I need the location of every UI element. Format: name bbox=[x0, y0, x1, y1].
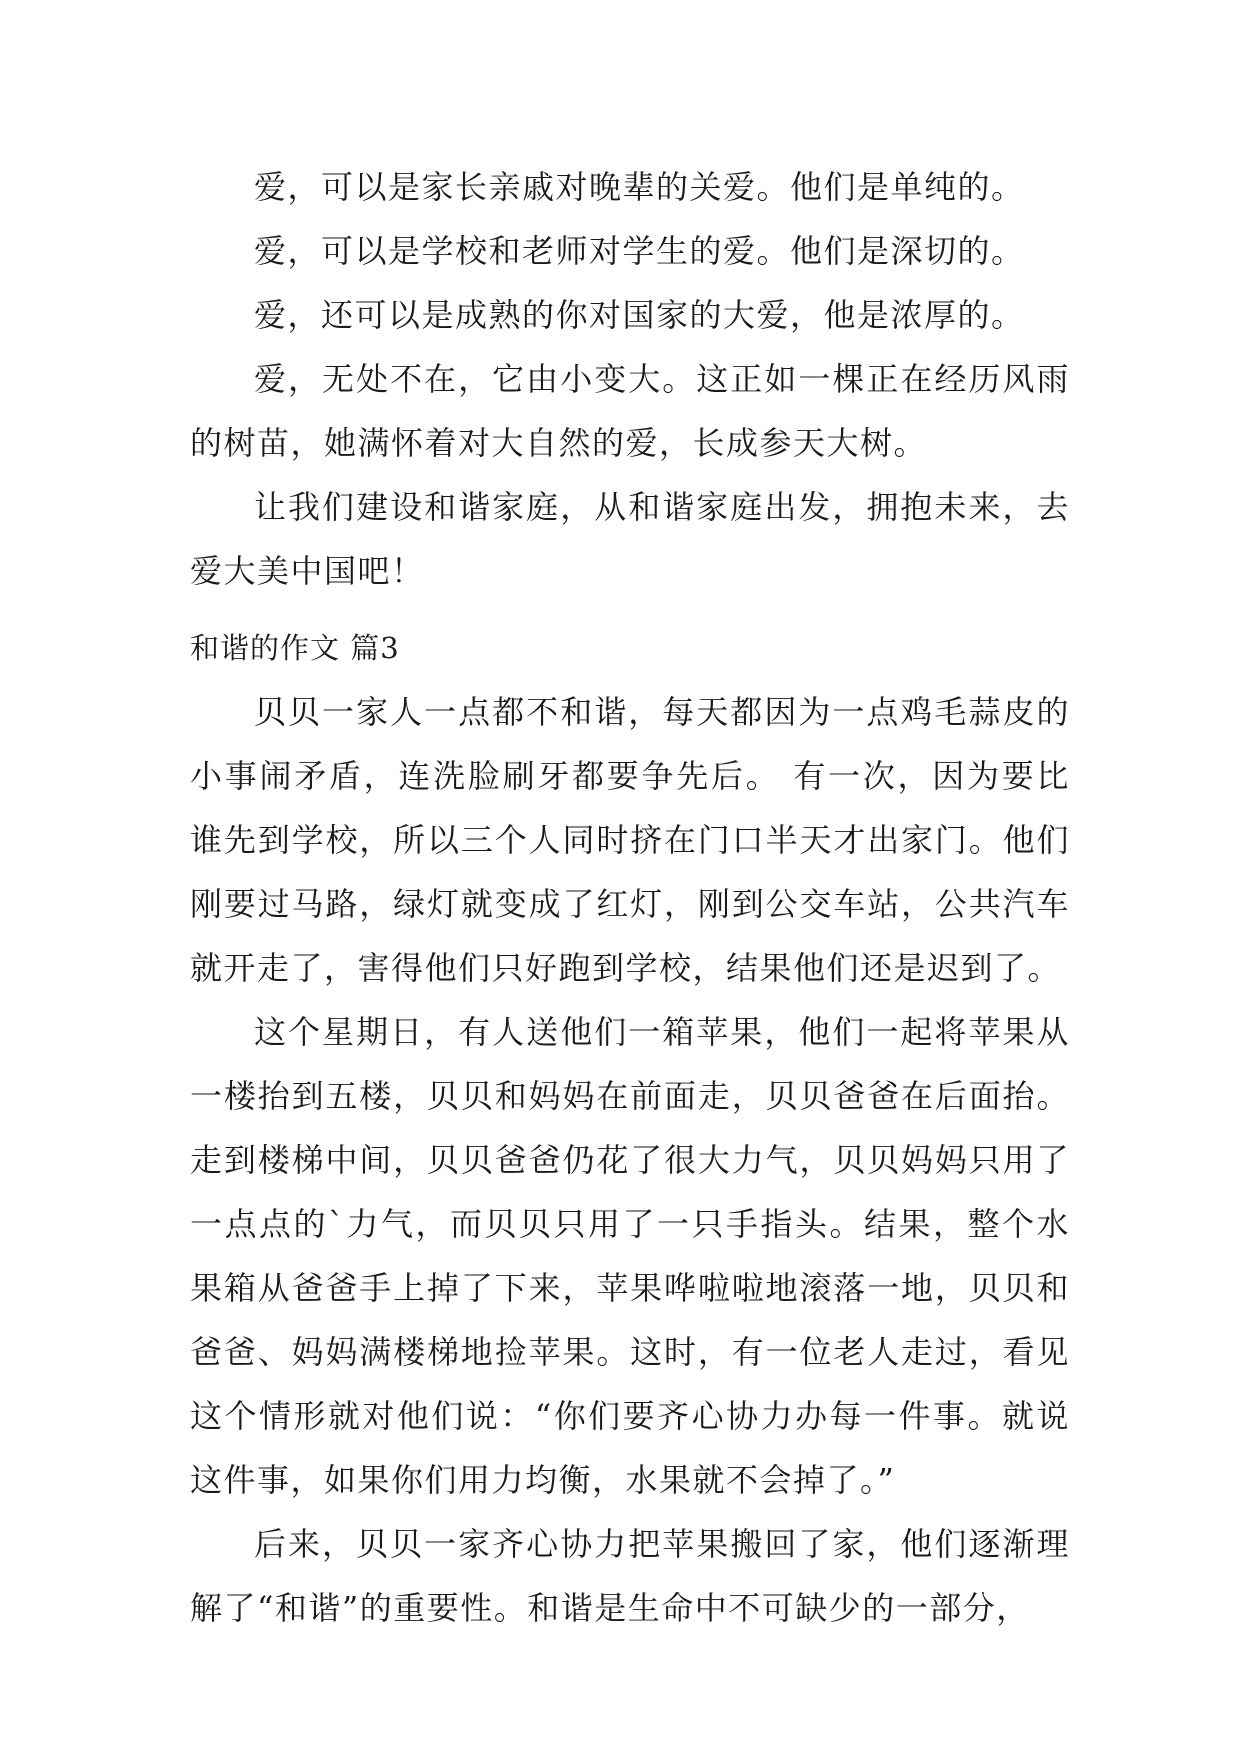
paragraph-love-everywhere: 爱，无处不在，它由小变大。这正如一棵正在经历风雨的树苗，她满怀着对大自然的爱，长成参天大树。 bbox=[190, 360, 1070, 462]
paragraph-love-elders: 爱，可以是家长亲戚对晚辈的关爱。他们是单纯的。 bbox=[254, 168, 1025, 206]
paragraph-conclusion: 后来，贝贝一家齐心协力把苹果搬回了家，他们逐渐理解了“和谐”的重要性。和谐是生命中不可缺少的一部分， bbox=[190, 1525, 1070, 1627]
paragraph-harmonious-family: 让我们建设和谐家庭，从和谐家庭出发，拥抱未来，去爱大美中国吧！ bbox=[190, 488, 1070, 590]
paragraph-apple-box: 这个星期日，有人送他们一箱苹果，他们一起将苹果从一楼抬到五楼，贝贝和妈妈在前面走，贝贝爸爸在后面抬。走到楼梯中间，贝贝爸爸仍花了很大力气，贝贝妈妈只用了一点点的`力气，而贝贝只用了一只手指头。结果，整个水果箱从爸爸手上掉了下来，苹果哗啦啦地滚落一地，贝贝和爸爸、妈妈满楼梯地捡苹果。这时，有一位老人走过，看见这个情形就对他们说：“你们要齐心协力办每一件事。就说这件事，如果你们用力均衡，水果就不会掉了。” bbox=[190, 1013, 1070, 1499]
paragraph-beibei-family: 贝贝一家人一点都不和谐，每天都因为一点鸡毛蒜皮的小事闹矛盾，连洗脸刷牙都要争先后。 有一次，因为要比谁先到学校，所以三个人同时挤在门口半天才出家门。他们刚要过马路，绿灯就变成了红灯，刚到公交车站，公共汽车就开走了，害得他们只好跑到学校，结果他们还是迟到了。 bbox=[190, 693, 1070, 987]
essay-heading: 和谐的作文 篇3 bbox=[190, 631, 400, 665]
essay-section-love bbox=[190, 155, 1070, 603]
essay-section-3 bbox=[190, 616, 1070, 1640]
paragraph-love-school: 爱，可以是学校和老师对学生的爱。他们是深切的。 bbox=[254, 232, 1025, 270]
paragraph-love-country: 爱，还可以是成熟的你对国家的大爱，他是浓厚的。 bbox=[254, 296, 1025, 334]
